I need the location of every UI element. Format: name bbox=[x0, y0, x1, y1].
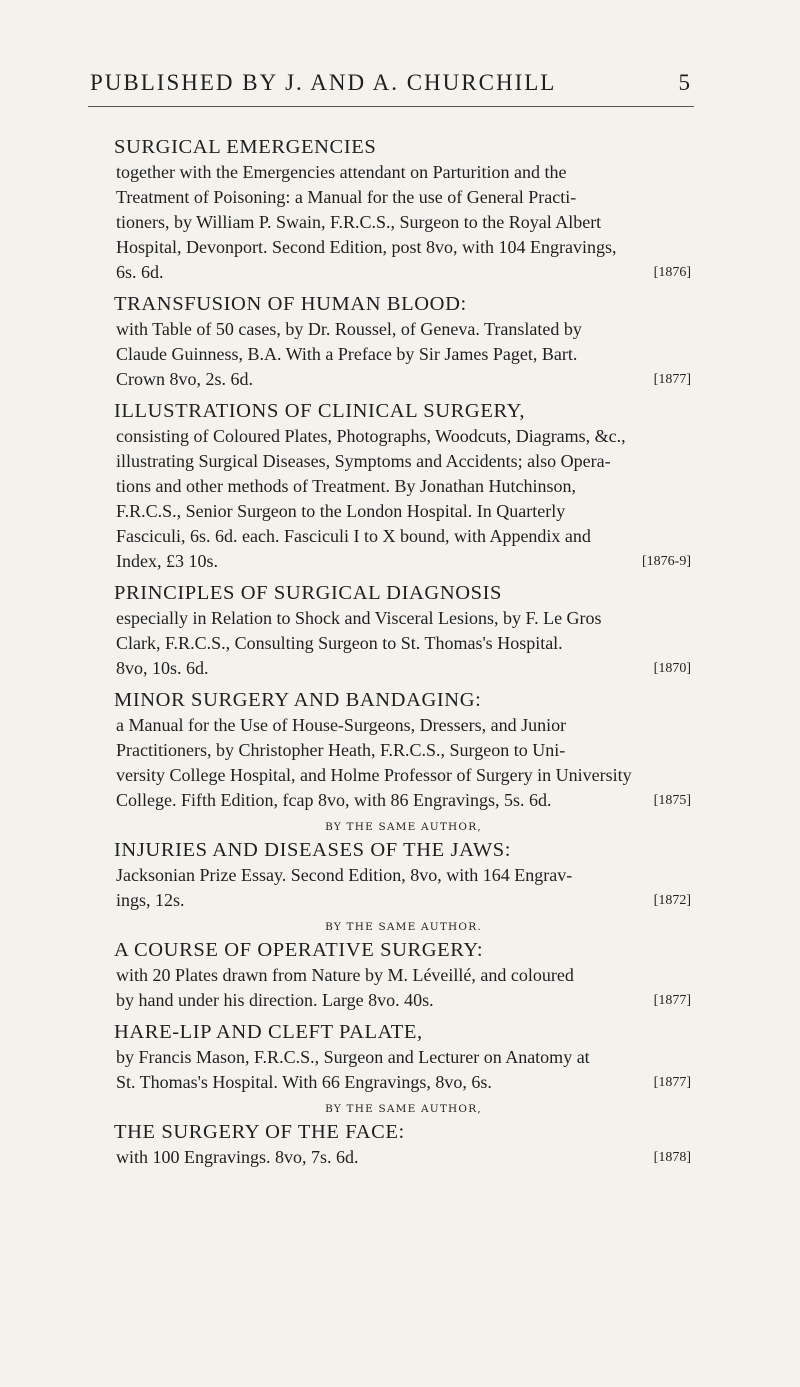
entry-line-text: Crown 8vo, 2s. 6d. bbox=[116, 369, 254, 389]
header-rule bbox=[88, 106, 694, 107]
publication-year: [1877] bbox=[653, 993, 691, 1008]
entry-line bbox=[116, 424, 691, 449]
publication-year: [1872] bbox=[653, 893, 691, 908]
page-number: 5 bbox=[678, 70, 692, 95]
entry-title: MINOR SURGERY AND BANDAGING: bbox=[114, 689, 482, 711]
entry-line-text: with Table of 50 cases, by Dr. Roussel, of Geneva. Translated by bbox=[116, 319, 582, 339]
entry-line-text: by Francis Mason, F.R.C.S., Surgeon and Lecturer on Anatomy at bbox=[116, 1047, 590, 1067]
byline: BY THE SAME AUTHOR, bbox=[325, 821, 482, 833]
entry-line-text: a Manual for the Use of House-Surgeons, Dressers, and Junior bbox=[116, 715, 567, 735]
entry-line-text: Practitioners, by Christopher Heath, F.R.C.S., Surgeon to Uni- bbox=[116, 740, 566, 760]
entry-line bbox=[116, 185, 691, 210]
catalogue-entries bbox=[116, 134, 691, 1176]
entry-line bbox=[116, 1145, 691, 1170]
entry-line bbox=[116, 235, 691, 260]
entry-line-text: Fasciculi, 6s. 6d. each. Fasciculi I to X bound, with Appendix and bbox=[116, 526, 591, 546]
entry-line bbox=[116, 788, 691, 813]
entry-line bbox=[116, 988, 691, 1013]
publication-year: [1877] bbox=[653, 372, 691, 387]
catalogue-entry bbox=[116, 1119, 691, 1170]
byline: BY THE SAME AUTHOR. bbox=[325, 921, 482, 933]
catalogue-entry bbox=[116, 398, 691, 574]
entry-line bbox=[116, 317, 691, 342]
entry-line-text: Hospital, Devonport. Second Edition, post 8vo, with 104 Engravings, bbox=[116, 237, 617, 257]
catalogue-entry bbox=[116, 580, 691, 681]
catalogue-entry bbox=[116, 291, 691, 392]
entry-line-text: Treatment of Poisoning: a Manual for the use of General Practi- bbox=[116, 187, 577, 207]
entry-title: SURGICAL EMERGENCIES bbox=[114, 136, 377, 158]
publication-year: [1877] bbox=[653, 1075, 691, 1090]
entry-line-text: with 100 Engravings. 8vo, 7s. 6d. bbox=[116, 1147, 359, 1167]
entry-line-text: Claude Guinness, B.A. With a Preface by Sir James Paget, Bart. bbox=[116, 344, 578, 364]
entry-title: INJURIES AND DISEASES OF THE JAWS: bbox=[114, 839, 512, 861]
entry-line-text: Index, £3 10s. bbox=[116, 551, 218, 571]
entry-line-text: Clark, F.R.C.S., Consulting Surgeon to St. Thomas's Hospital. bbox=[116, 633, 563, 653]
entry-line-text: 6s. 6d. bbox=[116, 262, 164, 282]
running-title: PUBLISHED BY J. AND A. CHURCHILL bbox=[90, 70, 557, 95]
catalogue-entry bbox=[116, 837, 691, 913]
entry-title: PRINCIPLES OF SURGICAL DIAGNOSIS bbox=[114, 582, 503, 604]
entry-title: TRANSFUSION OF HUMAN BLOOD: bbox=[114, 293, 467, 315]
entry-line-text: especially in Relation to Shock and Visceral Lesions, by F. Le Gros bbox=[116, 608, 602, 628]
entry-line bbox=[116, 524, 691, 549]
entry-title: HARE-LIP AND CLEFT PALATE, bbox=[114, 1021, 423, 1043]
entry-line-text: illustrating Surgical Diseases, Symptoms and Accidents; also Opera- bbox=[116, 451, 611, 471]
entry-line bbox=[116, 963, 691, 988]
publication-year: [1878] bbox=[653, 1150, 691, 1165]
entry-line bbox=[116, 342, 691, 367]
entry-line-text: tioners, by William P. Swain, F.R.C.S., Surgeon to the Royal Albert bbox=[116, 212, 602, 232]
entry-line bbox=[116, 888, 691, 913]
catalogue-entry bbox=[116, 134, 691, 285]
entry-line-text: F.R.C.S., Senior Surgeon to the London Hospital. In Quarterly bbox=[116, 501, 566, 521]
entry-line bbox=[116, 738, 691, 763]
entry-line bbox=[116, 763, 691, 788]
byline: BY THE SAME AUTHOR, bbox=[325, 1103, 482, 1115]
entry-line-text: together with the Emergencies attendant on Parturition and the bbox=[116, 162, 567, 182]
entry-line-text: by hand under his direction. Large 8vo. 40s. bbox=[116, 990, 434, 1010]
entry-line bbox=[116, 210, 691, 235]
catalogue-entry bbox=[116, 1019, 691, 1095]
entry-line-text: College. Fifth Edition, fcap 8vo, with 86 Engravings, 5s. 6d. bbox=[116, 790, 552, 810]
entry-line-text: consisting of Coloured Plates, Photographs, Woodcuts, Diagrams, &c., bbox=[116, 426, 626, 446]
publication-year: [1876] bbox=[653, 265, 691, 280]
entry-line bbox=[116, 1045, 691, 1070]
catalogue-entry bbox=[116, 937, 691, 1013]
entry-line bbox=[116, 606, 691, 631]
publication-year: [1876-9] bbox=[642, 554, 691, 569]
catalogue-entry bbox=[116, 687, 691, 813]
entry-line-text: tions and other methods of Treatment. By Jonathan Hutchinson, bbox=[116, 476, 576, 496]
entry-line bbox=[116, 367, 691, 392]
page-header bbox=[90, 70, 692, 96]
entry-line bbox=[116, 474, 691, 499]
entry-line bbox=[116, 656, 691, 681]
entry-title: ILLUSTRATIONS OF CLINICAL SURGERY, bbox=[114, 400, 526, 422]
entry-line-text: versity College Hospital, and Holme Professor of Surgery in University bbox=[116, 765, 632, 785]
entry-line-text: St. Thomas's Hospital. With 66 Engravings, 8vo, 6s. bbox=[116, 1072, 492, 1092]
publication-year: [1870] bbox=[653, 661, 691, 676]
entry-title: A COURSE OF OPERATIVE SURGERY: bbox=[114, 939, 484, 961]
entry-line bbox=[116, 713, 691, 738]
entry-line bbox=[116, 549, 691, 574]
entry-line bbox=[116, 863, 691, 888]
entry-title: THE SURGERY OF THE FACE: bbox=[114, 1121, 405, 1143]
entry-line-text: 8vo, 10s. 6d. bbox=[116, 658, 209, 678]
entry-line-text: Jacksonian Prize Essay. Second Edition, 8vo, with 164 Engrav- bbox=[116, 865, 573, 885]
entry-line bbox=[116, 160, 691, 185]
entry-line bbox=[116, 449, 691, 474]
entry-line bbox=[116, 1070, 691, 1095]
publication-year: [1875] bbox=[653, 793, 691, 808]
entry-line-text: ings, 12s. bbox=[116, 890, 185, 910]
entry-line bbox=[116, 631, 691, 656]
entry-line-text: with 20 Plates drawn from Nature by M. Léveillé, and coloured bbox=[116, 965, 574, 985]
entry-line bbox=[116, 499, 691, 524]
entry-line bbox=[116, 260, 691, 285]
